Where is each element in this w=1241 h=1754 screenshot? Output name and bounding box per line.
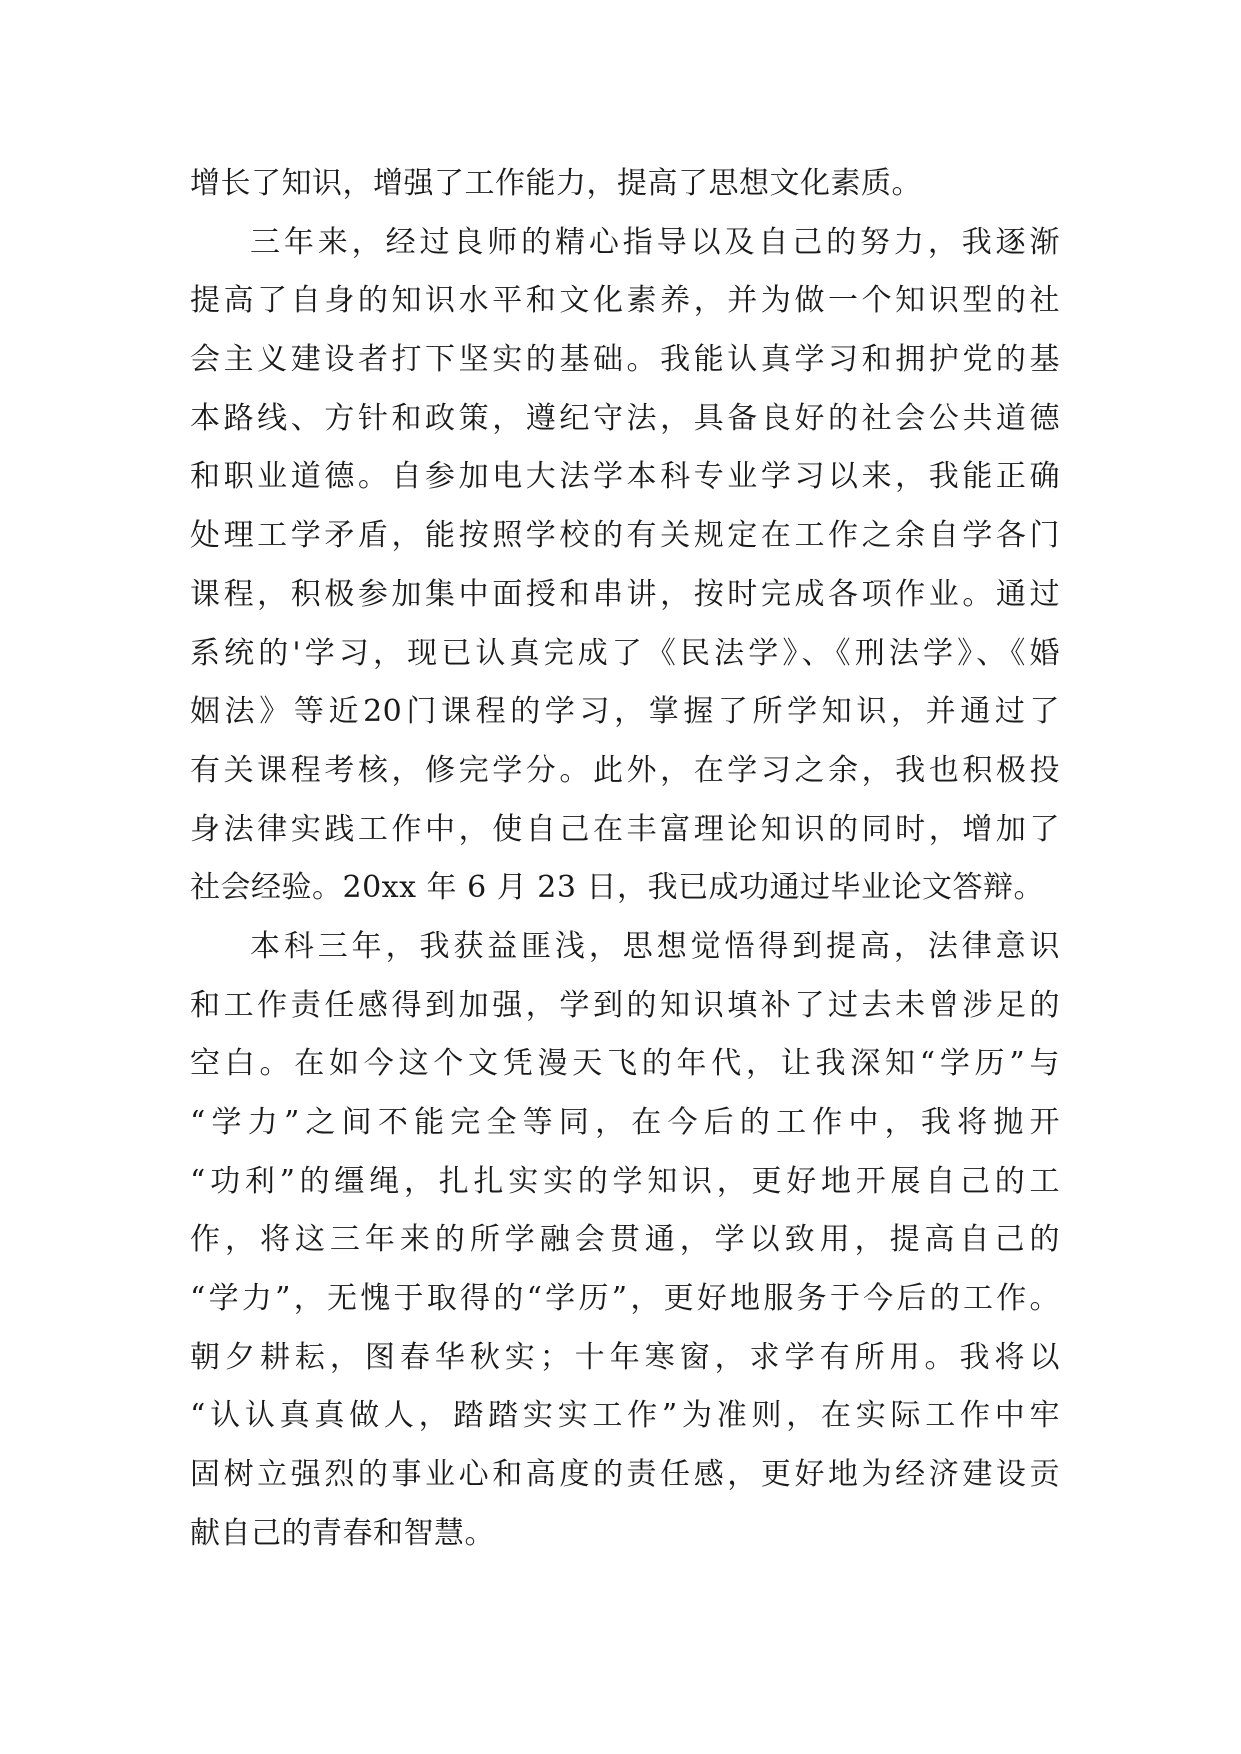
text-line: 本路线、方针和政策，遵纪守法，具备良好的社会公共道德	[190, 400, 1060, 436]
text-line-paragraph-start: 三年来，经过良师的精心指导以及自己的努力，我逐渐	[250, 224, 1060, 260]
text-line: 和工作责任感得到加强，学到的知识填补了过去未曾涉足的	[190, 987, 1060, 1023]
text-line: 处理工学矛盾，能按照学校的有关规定在工作之余自学各门	[190, 518, 1060, 554]
text-line: 朝夕耕耘，图春华秋实；十年寒窗，求学有所用。我将以	[190, 1339, 1060, 1375]
text-line: 作，将这三年来的所学融会贯通，学以致用，提高自己的	[190, 1222, 1060, 1258]
text-line-paragraph-start: 本科三年，我获益匪浅，思想觉悟得到提高，法律意识	[250, 928, 1060, 964]
text-line: 系统的'学习，现已认真完成了《民法学》、《刑法学》、《婚	[190, 635, 1060, 671]
text-line: 提高了自身的知识水平和文化素养，并为做一个知识型的社	[190, 283, 1060, 319]
text-line: 固树立强烈的事业心和高度的责任感，更好地为经济建设贡	[190, 1457, 1060, 1493]
text-line: 会主义建设者打下坚实的基础。我能认真学习和拥护党的基	[190, 342, 1060, 378]
text-line: 增长了知识，增强了工作能力，提高了思想文化素质。	[190, 166, 922, 201]
document-body	[190, 155, 1060, 1564]
text-line: 社会经验。20xx 年 6 月 23 日，我已成功通过毕业论文答辩。	[190, 870, 1044, 906]
text-line: “认认真真做人，踏踏实实工作”为准则，在实际工作中牢	[190, 1398, 1060, 1434]
text-line: 空白。在如今这个文凭漫天飞的年代，让我深知“学历”与	[190, 1046, 1060, 1082]
text-line: 和职业道德。自参加电大法学本科专业学习以来，我能正确	[190, 459, 1060, 495]
text-line: 献自己的青春和智慧。	[190, 1515, 495, 1551]
text-line: “学力”之间不能完全等同，在今后的工作中，我将抛开	[190, 1105, 1060, 1140]
text-line: “功利”的缰绳，扎扎实实的学知识，更好地开展自己的工	[190, 1163, 1060, 1199]
text-line: “学力”，无愧于取得的“学历”，更好地服务于今后的工作。	[190, 1281, 1060, 1317]
text-line: 身法律实践工作中，使自己在丰富理论知识的同时，增加了	[190, 811, 1060, 847]
text-line: 课程，积极参加集中面授和串讲，按时完成各项作业。通过	[190, 576, 1060, 612]
text-line: 姻法》等近20门课程的学习，掌握了所学知识，并通过了	[190, 694, 1060, 730]
text-line: 有关课程考核，修完学分。此外，在学习之余，我也积极投	[190, 752, 1060, 788]
